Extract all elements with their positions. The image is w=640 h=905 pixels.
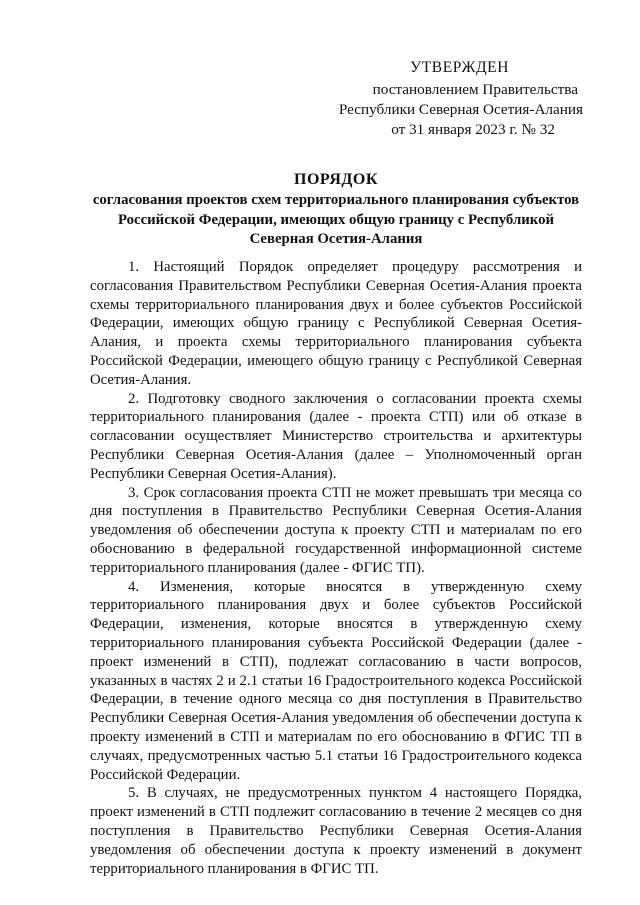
paragraph-5: 5. В случаях, не предусмотренных пунктом 4 настоящего Порядка, проект изменений в СТП подлежит согласованию в течение 2 месяцев со дня поступления в Правительство Республики Северная Осетия-Алания уведомления об обеспечении доступа к проекту изменений в документ территориального планирования в ФГИС ТП. bbox=[90, 785, 582, 877]
approval-stamp-title: УТВЕРЖДЕН bbox=[410, 59, 509, 76]
approval-line-resolution: постановлением Правительства bbox=[372, 81, 578, 98]
approval-line-government: Республики Северная Осетия-Алания bbox=[338, 101, 583, 118]
paragraph-4: 4. Изменения, которые вносятся в утвержденную схему территориального планирования двух и более субъектов Российской Федерации, изменения, которые вносятся в утвержденную схему территориального планирования субъекта Российской Федерации (далее - проект изменений в СТП), подлежат согласованию в части вопросов, указанных в частях 2 и 2.1 статьи 16 Градостроительного кодекса Российской Федерации, в течение одного месяца со дня поступления в Правительство Республики Северная Осетия-Алания уведомления об обеспечении доступа к проекту изменений в СТП и материалам по его обоснованию в ФГИС ТП в случаях, предусмотренных частью 5.1 статьи 16 Градостроительного кодекса Российской Федерации. bbox=[90, 578, 582, 783]
document-body bbox=[90, 258, 582, 878]
document-title: ПОРЯДОК bbox=[294, 171, 378, 188]
paragraph-2: 2. Подготовку сводного заключения о согласовании проекта схемы территориального планирования (далее - проекта СТП) или об отказе в согласовании осуществляет Министерство строительства и архитектуры Республики Северная Осетия-Алания (далее – Уполномоченный орган Республики Северная Осетия-Алания). bbox=[90, 390, 582, 482]
document-heading bbox=[90, 170, 582, 250]
paragraph-3: 3. Срок согласования проекта СТП не может превышать три месяца со дня поступления в Правительство Республики Северная Осетия-Алания уведомления об обеспечении доступа к проекту СТП и материалам по его обоснованию в федеральной государственной информационной системе территориального планирования (далее - ФГИС ТП). bbox=[90, 484, 582, 576]
approval-block bbox=[323, 58, 583, 140]
document-subtitle: согласования проектов схем территориального планирования субъектов Российской Федерации, имеющих общую границу с Республикой Северная Осетия-Алания bbox=[92, 192, 580, 247]
approval-line-date: от 31 января 2023 г. № 32 bbox=[391, 121, 555, 138]
paragraph-1: 1. Настоящий Порядок определяет процедуру рассмотрения и согласования Правительством Республики Северная Осетия-Алания проекта схемы территориального планирования двух и более субъектов Российской Федерации, имеющих общую границу с Республикой Северная Осетия-Алания, и проекта схемы территориального планирования субъекта Российской Федерации, имеющего общую границу с Республикой Северная Осетия-Алания. bbox=[90, 259, 582, 388]
